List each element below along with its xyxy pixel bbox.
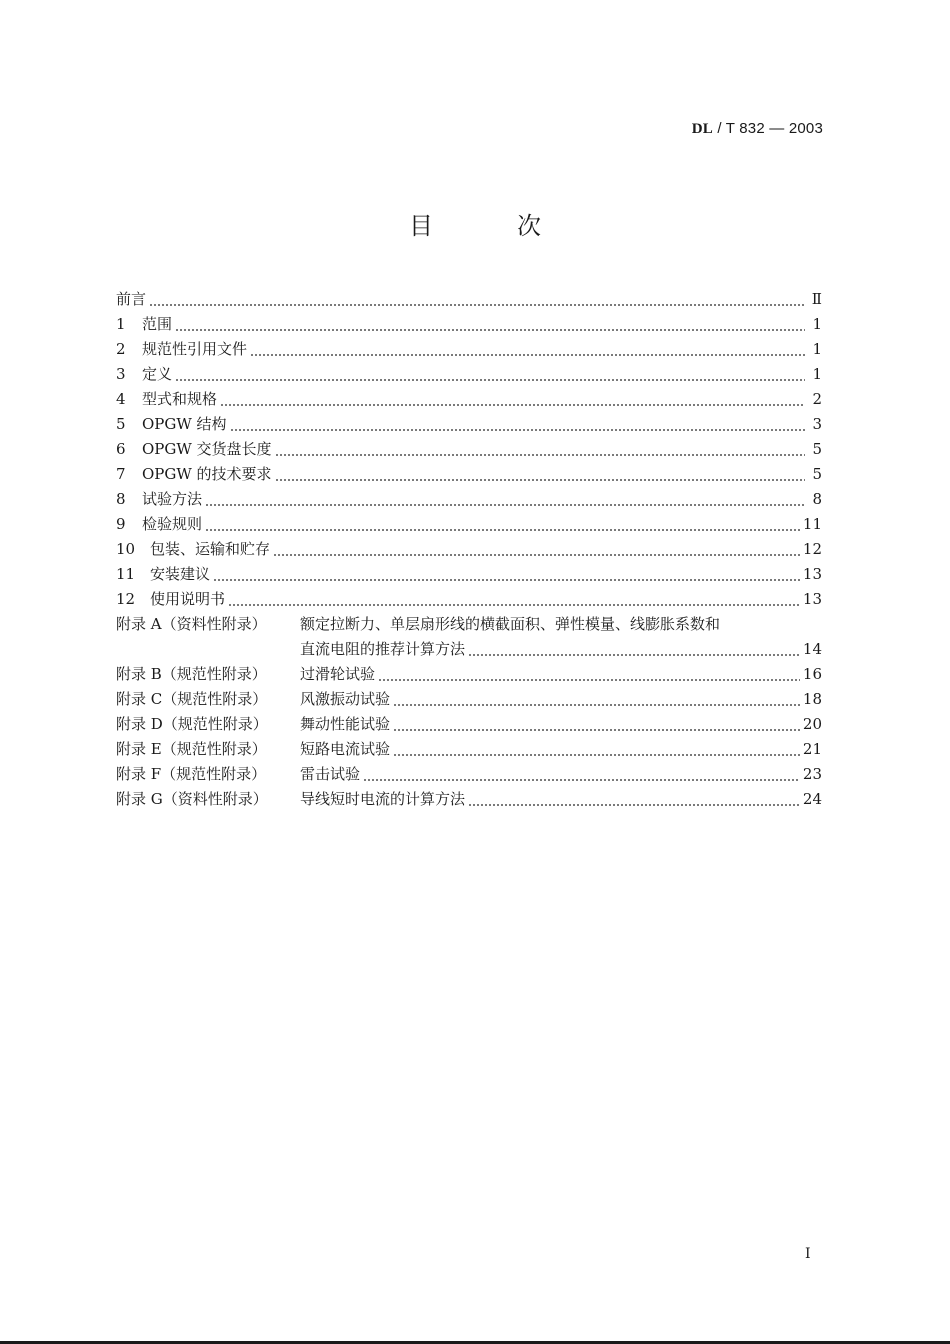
- toc-entry-page: 8: [812, 490, 822, 508]
- table-of-contents: [116, 284, 822, 809]
- dot-leader: [468, 789, 800, 809]
- toc-entry-text: 试验方法: [142, 490, 203, 508]
- toc-entry-number: 7: [116, 465, 126, 483]
- toc-entry-page: 21: [802, 740, 822, 758]
- toc-entry-text: 包装、运输和贮存: [150, 540, 271, 558]
- toc-entry-number: 6: [116, 440, 126, 458]
- toc-entry-page: 5: [812, 440, 822, 458]
- toc-annex-a[interactable]: [116, 609, 822, 634]
- dot-leader: [213, 564, 800, 584]
- annex-title-continued: 直流电阻的推荐计算方法: [300, 640, 466, 658]
- annex-title: 雷击试验: [300, 765, 361, 783]
- dot-leader: [175, 314, 805, 334]
- toc-entry-page: Ⅱ: [811, 290, 822, 308]
- annex-label: 附录 G（资料性附录）: [116, 790, 268, 808]
- toc-entry-page: 23: [802, 765, 822, 783]
- toc-entry-page: 3: [812, 415, 822, 433]
- toc-entry-text: 规范性引用文件: [142, 340, 248, 358]
- toc-entry-text: OPGW 的技术要求: [142, 465, 272, 483]
- toc-annex-a-continued[interactable]: [116, 634, 822, 659]
- dot-leader: [273, 539, 800, 559]
- dot-leader: [250, 339, 805, 359]
- toc-entry-number: 11: [116, 565, 136, 583]
- dot-leader: [275, 439, 805, 459]
- dot-leader: [275, 464, 805, 484]
- toc-entry-page: 1: [812, 315, 822, 333]
- toc-entry-foreword[interactable]: [116, 284, 822, 309]
- toc-annex-d[interactable]: [116, 709, 822, 734]
- annex-label: 附录 C（规范性附录）: [116, 690, 268, 708]
- toc-entry-page: 14: [802, 640, 822, 658]
- toc-entry-1[interactable]: [116, 309, 822, 334]
- dot-leader: [363, 764, 800, 784]
- toc-entry-number: 5: [116, 415, 126, 433]
- toc-entry-10[interactable]: [116, 534, 822, 559]
- dot-leader: [393, 714, 800, 734]
- toc-entry-9[interactable]: [116, 509, 822, 534]
- toc-entry-text: 检验规则: [142, 515, 203, 533]
- toc-entry-11[interactable]: [116, 559, 822, 584]
- dot-leader: [228, 589, 800, 609]
- annex-title: 舞动性能试验: [300, 715, 391, 733]
- annex-title: 风激振动试验: [300, 690, 391, 708]
- annex-label: 附录 D（规范性附录）: [116, 715, 268, 733]
- toc-entry-text: 范围: [142, 315, 173, 333]
- toc-entry-2[interactable]: [116, 334, 822, 359]
- standard-code-number: / T 832 — 2003: [712, 120, 823, 137]
- annex-label: 附录 B（规范性附录）: [116, 665, 267, 683]
- dot-leader: [175, 364, 805, 384]
- toc-entry-3[interactable]: [116, 359, 822, 384]
- toc-entry-page: 2: [812, 390, 822, 408]
- toc-annex-f[interactable]: [116, 759, 822, 784]
- toc-annex-e[interactable]: [116, 734, 822, 759]
- toc-annex-c[interactable]: [116, 684, 822, 709]
- toc-entry-text: 安装建议: [150, 565, 211, 583]
- page-title: 目次: [409, 212, 625, 240]
- toc-entry-12[interactable]: [116, 584, 822, 609]
- toc-entry-text: 型式和规格: [142, 390, 218, 408]
- toc-entry-number: 3: [116, 365, 126, 383]
- annex-label: 附录 F（规范性附录）: [116, 765, 267, 783]
- toc-annex-b[interactable]: [116, 659, 822, 684]
- toc-entry-text: 前言: [116, 290, 147, 308]
- toc-entry-number: 2: [116, 340, 126, 358]
- toc-entry-number: 9: [116, 515, 126, 533]
- toc-entry-page: 12: [802, 540, 822, 558]
- dot-leader: [393, 739, 800, 759]
- toc-entry-page: 24: [802, 790, 822, 808]
- toc-entry-8[interactable]: [116, 484, 822, 509]
- standard-code: [692, 120, 823, 138]
- dot-leader: [220, 389, 805, 409]
- toc-entry-page: 16: [802, 665, 822, 683]
- toc-entry-number: 10: [116, 540, 136, 558]
- toc-entry-page: 5: [812, 465, 822, 483]
- toc-entry-number: 12: [116, 590, 136, 608]
- toc-entry-page: 20: [802, 715, 822, 733]
- toc-entry-page: 13: [802, 590, 822, 608]
- toc-annex-g[interactable]: [116, 784, 822, 809]
- toc-entry-number: 4: [116, 390, 126, 408]
- toc-entry-text: OPGW 结构: [142, 415, 227, 433]
- dot-leader: [230, 414, 805, 434]
- dot-leader: [378, 664, 800, 684]
- toc-entry-page: 13: [802, 565, 822, 583]
- toc-entry-page: 18: [802, 690, 822, 708]
- toc-entry-text: 定义: [142, 365, 173, 383]
- annex-title: 过滑轮试验: [300, 665, 376, 683]
- toc-entry-5[interactable]: [116, 409, 822, 434]
- toc-entry-7[interactable]: [116, 459, 822, 484]
- dot-leader: [205, 514, 800, 534]
- annex-title: 导线短时电流的计算方法: [300, 790, 466, 808]
- annex-label: 附录 A（资料性附录）: [116, 615, 267, 633]
- dot-leader: [393, 689, 800, 709]
- toc-entry-page: 1: [812, 365, 822, 383]
- dot-leader: [149, 289, 805, 309]
- annex-label: 附录 E（规范性附录）: [116, 740, 267, 758]
- standard-code-prefix: DL: [691, 121, 713, 137]
- toc-entry-4[interactable]: [116, 384, 822, 409]
- toc-entry-number: 1: [116, 315, 126, 333]
- toc-entry-page: 1: [812, 340, 822, 358]
- toc-entry-number: 8: [116, 490, 126, 508]
- annex-title: 额定拉断力、单层扇形线的横截面积、弹性模量、线膨胀系数和: [300, 615, 721, 633]
- dot-leader: [205, 489, 805, 509]
- dot-leader: [468, 639, 800, 659]
- toc-entry-page: 11: [802, 515, 822, 533]
- annex-title: 短路电流试验: [300, 740, 391, 758]
- page-number: I: [805, 1246, 811, 1262]
- toc-entry-text: 使用说明书: [150, 590, 226, 608]
- toc-entry-6[interactable]: [116, 434, 822, 459]
- toc-entry-text: OPGW 交货盘长度: [142, 440, 272, 458]
